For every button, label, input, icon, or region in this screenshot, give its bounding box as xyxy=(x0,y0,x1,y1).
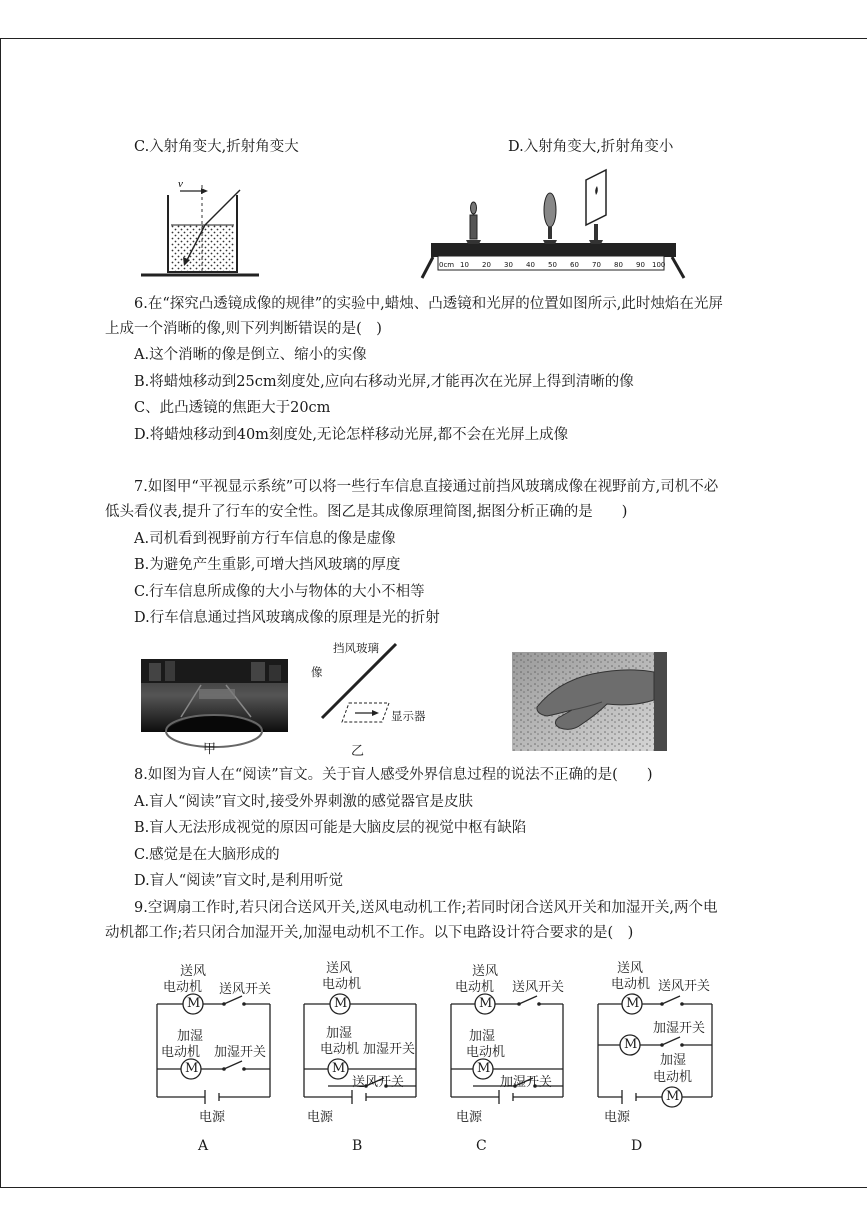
b-hum-label2: 电动机 xyxy=(320,1042,360,1057)
fig-jia-label: 甲 xyxy=(203,742,217,757)
d-fan-label1: 送风 xyxy=(617,961,644,976)
d-motor-m3: M xyxy=(666,1089,680,1104)
tick-label-0: 0cm xyxy=(439,261,455,269)
d-hum-label2: 电动机 xyxy=(653,1070,693,1085)
c-fan-label1: 送风 xyxy=(472,964,499,979)
c-motor-m2: M xyxy=(477,1061,491,1076)
q6-option-c: C、此凸透镜的焦距大于20cm xyxy=(134,400,331,416)
d-motor-m1: M xyxy=(626,996,640,1011)
a-hum-label2: 电动机 xyxy=(161,1045,201,1060)
tick-label-50: 50 xyxy=(548,261,557,269)
a-hum-switch: 加湿开关 xyxy=(214,1045,267,1060)
a-label: A xyxy=(198,1138,209,1154)
tick-label-80: 80 xyxy=(614,261,623,269)
q6-option-b: B.将蜡烛移动到25cm刻度处,应向右移动光屏,才能再次在光屏上得到清晰的像 xyxy=(134,374,634,390)
b-motor-m1: M xyxy=(334,996,348,1011)
windshield-label: 挡风玻璃 xyxy=(333,641,379,655)
q8-stem: 8.如图为盲人在“阅读”盲文。关于盲人感受外界信息过程的说法不正确的是( ) xyxy=(134,767,653,783)
q6-option-d: D.将蜡烛移动到40m刻度处,无论怎样移动光屏,都不会在光屏上成像 xyxy=(134,427,569,443)
d-fan-label2: 电动机 xyxy=(611,977,651,992)
b-fan-switch: 送风开关 xyxy=(352,1075,405,1090)
c-hum-switch: 加湿开关 xyxy=(500,1075,553,1090)
c-label: C xyxy=(476,1138,487,1154)
c-fan-label2: 电动机 xyxy=(455,980,495,995)
d-fan-switch: 送风开关 xyxy=(658,979,711,994)
d-label: D xyxy=(631,1138,643,1154)
tick-label-30: 30 xyxy=(504,261,513,269)
fig-yi-label: 乙 xyxy=(351,744,365,759)
tick-label-70: 70 xyxy=(592,261,601,269)
c-power: 电源 xyxy=(456,1110,483,1125)
a-fan-switch: 送风开关 xyxy=(219,982,272,997)
d-hum-switch: 加湿开关 xyxy=(653,1021,706,1036)
tick-label-90: 90 xyxy=(636,261,645,269)
q7-stem-line2: 低头看仪表,提升了行车的安全性。图乙是其成像原理简图,据图分析正确的是 ) xyxy=(105,504,628,520)
q5-option-c: C.入射角变大,折射角变大 xyxy=(134,139,299,155)
b-power: 电源 xyxy=(307,1110,334,1125)
q6-stem-line1: 6.在“探究凸透镜成像的规律”的实验中,蜡烛、凸透镜和光屏的位置如图所示,此时烛焰在光屏 xyxy=(134,296,723,312)
d-power: 电源 xyxy=(604,1110,631,1125)
q7-option-b: B.为避免产生重影,可增大挡风玻璃的厚度 xyxy=(134,557,401,573)
c-hum-label2: 电动机 xyxy=(466,1045,506,1060)
q7-option-c: C.行车信息所成像的大小与物体的大小不相等 xyxy=(134,584,425,600)
c-fan-switch: 送风开关 xyxy=(512,980,565,995)
c-motor-m1: M xyxy=(479,996,493,1011)
velocity-label: v xyxy=(178,178,183,190)
q8-option-c: C.感觉是在大脑形成的 xyxy=(134,847,280,863)
q7-stem-line1: 7.如图甲“平视显示系统”可以将一些行车信息直接通过前挡风玻璃成像在视野前方,司机不必 xyxy=(134,479,719,495)
c-hum-label1: 加湿 xyxy=(469,1029,496,1044)
b-hum-label1: 加湿 xyxy=(326,1026,353,1041)
q6-option-a: A.这个消晰的像是倒立、缩小的实像 xyxy=(134,347,367,363)
q8-option-a: A.盲人“阅读”盲文时,接受外界刺激的感觉器官是皮肤 xyxy=(134,794,474,810)
a-fan-label2: 电动机 xyxy=(163,980,203,995)
q9-stem-line1: 9.空调扇工作时,若只闭合送风开关,送风电动机工作;若同时闭合送风开关和加湿开关,两个电 xyxy=(134,900,718,916)
b-motor-m2: M xyxy=(332,1061,346,1076)
display-label: 显示器 xyxy=(391,709,426,723)
b-label: B xyxy=(352,1138,363,1154)
a-motor-m1: M xyxy=(187,996,201,1011)
q9-stem-line2: 动机都工作;若只闭合加湿开关,加湿电动机不工作。以下电路设计符合要求的是( ) xyxy=(105,925,634,941)
q8-option-b: B.盲人无法形成视觉的原因可能是大脑皮层的视觉中枢有缺陷 xyxy=(134,820,527,836)
tick-label-60: 60 xyxy=(570,261,579,269)
q5-option-d: D.入射角变大,折射角变小 xyxy=(508,139,674,155)
d-hum-label1: 加湿 xyxy=(660,1053,687,1068)
tick-label-100: 100 xyxy=(652,261,666,269)
q6-stem-line2: 上成一个消晰的像,则下列判断错误的是( ) xyxy=(105,321,382,337)
a-hum-label1: 加湿 xyxy=(177,1029,204,1044)
a-motor-m2: M xyxy=(185,1061,199,1076)
a-fan-label1: 送风 xyxy=(180,964,207,979)
tick-label-40: 40 xyxy=(526,261,535,269)
q7-option-d: D.行车信息通过挡风玻璃成像的原理是光的折射 xyxy=(134,610,440,626)
q7-option-a: A.司机看到视野前方行车信息的像是虚像 xyxy=(134,531,396,547)
tick-label-20: 20 xyxy=(482,261,491,269)
b-hum-switch: 加湿开关 xyxy=(363,1042,416,1057)
b-fan-label1: 送风 xyxy=(326,961,353,976)
image-label: 像 xyxy=(311,665,323,679)
tick-label-10: 10 xyxy=(460,261,469,269)
q8-option-d: D.盲人“阅读”盲文时,是利用听觉 xyxy=(134,873,344,889)
a-power: 电源 xyxy=(199,1110,226,1125)
b-fan-label2: 电动机 xyxy=(322,977,362,992)
d-motor-m2: M xyxy=(624,1037,638,1052)
